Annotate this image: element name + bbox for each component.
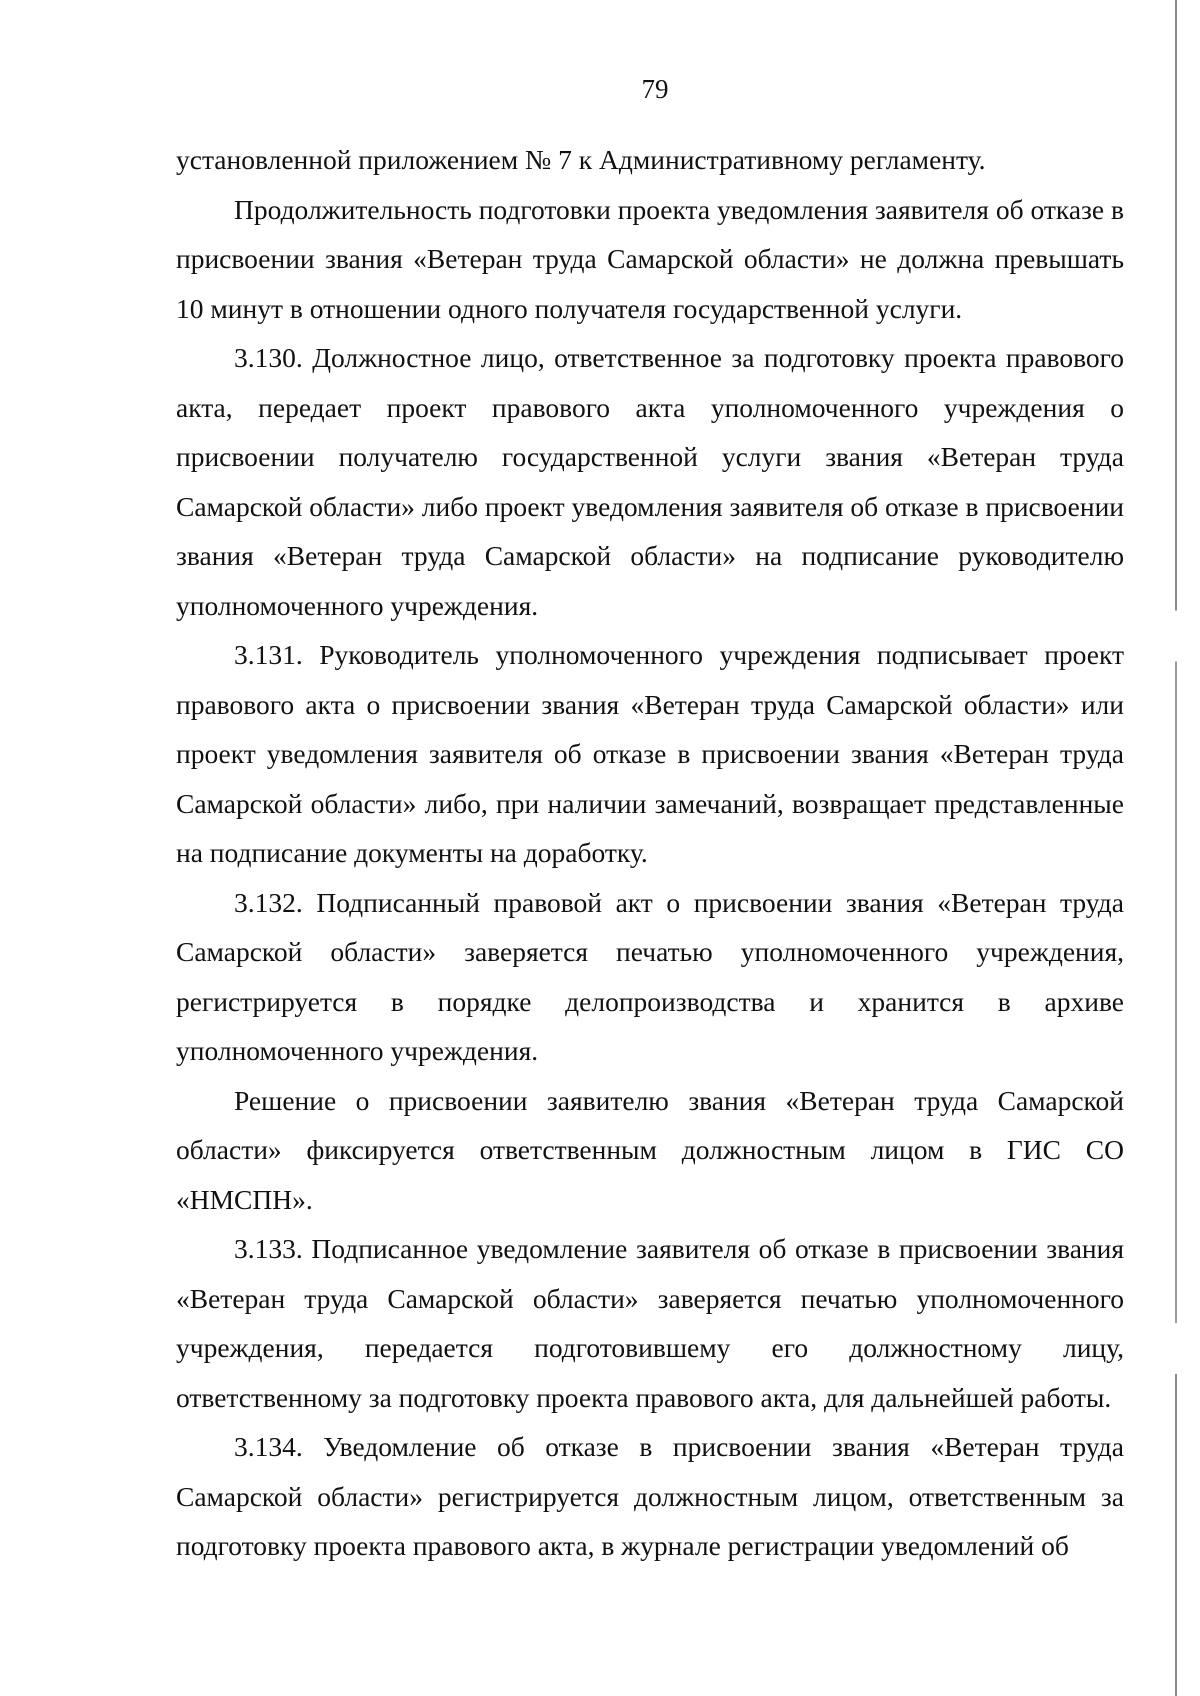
paragraph-3-132: 3.132. Подписанный правовой акт о присвоении звания «Ветеран труда Самарской области» заверяется печатью уполномоченного учреждения, регистрируется в порядке делопроизводства и хранится в архиве уполномоченного учреждения. bbox=[176, 886, 1124, 1066]
paragraph-3-130: 3.130. Должностное лицо, ответственное за подготовку проекта правового акта, передает проект правового акта уполномоченного учреждения о присвоении получателю государственной услуги звания «Ветеран труда Самарской области» либо проект уведомления заявителя об отказе в присвоении звания «Ветеран труда Самарской области» на подписание руководителю уполномоченного учреждения. bbox=[176, 342, 1124, 621]
document-body bbox=[176, 135, 1124, 1571]
scan-edge-line bbox=[1175, 0, 1177, 1696]
paragraph-3-133: 3.133. Подписанное уведомление заявителя об отказе в присвоении звания «Ветеран труда Самарской области» заверяется печатью уполномоченного учреждения, передается подготовившему его должностному лицу, ответственному за подготовку проекта правового акта, для дальнейшей работы. bbox=[176, 1233, 1124, 1413]
paragraph-continuation: установленной приложением № 7 к Административному регламенту. bbox=[176, 144, 986, 175]
paragraph-duration: Продолжительность подготовки проекта уведомления заявителя об отказе в присвоении звания «Ветеран труда Самарской области» не должна превышать 10 минут в отношении одного получателя государственной услуги. bbox=[176, 193, 1124, 324]
paragraph-decision: Решение о присвоении заявителю звания «Ветеран труда Самарской области» фиксируется ответственным должностным лицом в ГИС СО «НМСПН». bbox=[176, 1084, 1124, 1215]
paragraph-3-134: 3.134. Уведомление об отказе в присвоении звания «Ветеран труда Самарской области» регистрируется должностным лицом, ответственным за подготовку проекта правового акта, в журнале регистрации уведомлений об bbox=[176, 1431, 1124, 1561]
page-number: 79 bbox=[641, 74, 669, 104]
paragraph-3-131: 3.131. Руководитель уполномоченного учреждения подписывает проект правового акта о присвоении звания «Ветеран труда Самарской области» или проект уведомления заявителя об отказе в присвоении звания «Ветеран труда Самарской области» либо, при наличии замечаний, возвращает представленные на подписание документы на доработку. bbox=[176, 639, 1124, 868]
